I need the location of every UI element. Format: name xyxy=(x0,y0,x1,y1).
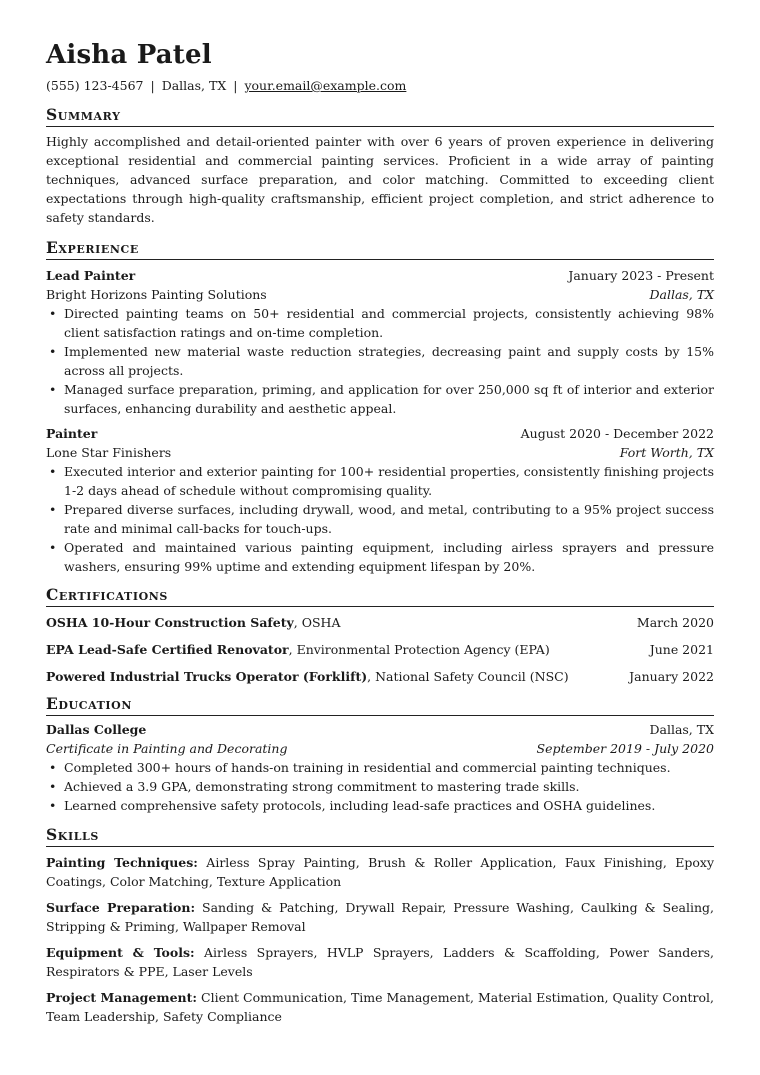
separator: | xyxy=(233,78,238,93)
certification-issuer: , National Safety Council (NSC) xyxy=(367,669,569,684)
certification-date: March 2020 xyxy=(636,615,714,630)
bullet-item: • Prepared diverse surfaces, including drywall, wood, and metal, contributing to a 95% project success rate and minimal call-backs for touch-ups. xyxy=(46,500,714,538)
certification-name: Powered Industrial Trucks Operator (Forklift) xyxy=(46,669,368,684)
certification-date: June 2021 xyxy=(649,642,714,657)
section-title-education: Education xyxy=(46,695,714,716)
program-dates: September 2019 - July 2020 xyxy=(536,741,714,756)
skill-label: Project Management: xyxy=(46,990,198,1005)
skill-label: Equipment & Tools: xyxy=(46,945,195,960)
job-location: Dallas, TX xyxy=(649,287,714,302)
certification-item xyxy=(46,613,714,632)
education-bullets xyxy=(46,758,714,815)
resume-page xyxy=(46,40,714,1026)
skill-group xyxy=(46,853,714,891)
job-role: Lead Painter xyxy=(46,268,136,283)
skill-label: Surface Preparation: xyxy=(46,900,196,915)
skill-text: Sanding & Patching, Drywall Repair, Pressure Washing, Caulking & Sealing, Stripping & Priming, Wallpaper Removal xyxy=(46,900,714,934)
job-company: Bright Horizons Painting Solutions xyxy=(46,287,267,302)
job-location: Fort Worth, TX xyxy=(619,445,714,460)
bullet-item: • Achieved a 3.9 GPA, demonstrating strong commitment to mastering trade skills. xyxy=(46,777,714,796)
certification-issuer: , OSHA xyxy=(293,615,341,630)
section-title-experience: Experience xyxy=(46,239,714,260)
skill-group xyxy=(46,898,714,936)
skill-label: Painting Techniques: xyxy=(46,855,198,870)
summary-text: Highly accomplished and detail-oriented painter with over 6 years of proven experience in delivering exceptional residential and commercial painting services. Proficient in a wide array of painting techniques, advanced surface preparation, and color matching. Committed to exceeding client expectations through high-quality craftsmanship, efficient project completion, and strict adherence to safety standards. xyxy=(46,134,714,225)
bullet-item: • Operated and maintained various painting equipment, including airless sprayers and pressure washers, ensuring 99% uptime and extending equipment lifespan by 20%. xyxy=(46,538,714,576)
location: Dallas, TX xyxy=(161,78,227,93)
separator: | xyxy=(150,78,155,93)
job-role: Painter xyxy=(46,426,98,441)
certification-issuer: , Environmental Protection Agency (EPA) xyxy=(288,642,550,657)
certification-name: OSHA 10-Hour Construction Safety xyxy=(46,615,294,630)
bullet-item: • Executed interior and exterior painting for 100+ residential properties, consistently finishing projects 1-2 days ahead of schedule without compromising quality. xyxy=(46,462,714,500)
bullet-item: • Implemented new material waste reduction strategies, decreasing paint and supply costs by 15% across all projects. xyxy=(46,342,714,380)
contact-line xyxy=(46,78,714,94)
bullet-item: • Directed painting teams on 50+ residential and commercial projects, consistently achieving 98% client satisfaction ratings and on-time completion. xyxy=(46,304,714,342)
certification-item xyxy=(46,640,714,659)
bullet-item: • Learned comprehensive safety protocols, including lead-safe practices and OSHA guidelines. xyxy=(46,796,714,815)
school-location: Dallas, TX xyxy=(649,722,714,737)
job-entry xyxy=(46,424,714,576)
email-link[interactable]: your.email@example.com xyxy=(244,78,407,93)
skill-group xyxy=(46,988,714,1026)
program-name: Certificate in Painting and Decorating xyxy=(46,741,288,756)
section-title-certifications: Certifications xyxy=(46,586,714,607)
bullet-item: • Managed surface preparation, priming, and application for over 250,000 sq ft of interior and exterior surfaces, enhancing durability and aesthetic appeal. xyxy=(46,380,714,418)
job-bullets xyxy=(46,462,714,576)
job-company: Lone Star Finishers xyxy=(46,445,172,460)
skills-list xyxy=(46,853,714,1026)
job-bullets xyxy=(46,304,714,418)
certification-item xyxy=(46,667,714,686)
bullet-item: • Completed 300+ hours of hands-on training in residential and commercial painting techniques. xyxy=(46,758,714,777)
job-dates: January 2023 - Present xyxy=(568,268,714,283)
skill-text: Airless Spray Painting, Brush & Roller Application, Faux Finishing, Epoxy Coatings, Color Matching, Texture Application xyxy=(46,855,715,889)
certification-name: EPA Lead-Safe Certified Renovator xyxy=(46,642,289,657)
skill-text: Airless Sprayers, HVLP Sprayers, Ladders & Scaffolding, Power Sanders, Respirators & PPE, Laser Levels xyxy=(46,945,714,979)
certification-date: January 2022 xyxy=(629,669,714,684)
education-entry xyxy=(46,720,714,815)
skill-group xyxy=(46,943,714,981)
job-entry xyxy=(46,266,714,418)
school-name: Dallas College xyxy=(46,722,147,737)
phone-number: (555) 123-4567 xyxy=(46,78,144,93)
skill-text: Client Communication, Time Management, Material Estimation, Quality Control, Team Leadership, Safety Compliance xyxy=(46,990,714,1024)
section-title-skills: Skills xyxy=(46,826,714,847)
job-dates: August 2020 - December 2022 xyxy=(520,426,714,441)
candidate-name: Aisha Patel xyxy=(46,40,212,70)
section-title-summary: Summary xyxy=(46,106,714,127)
